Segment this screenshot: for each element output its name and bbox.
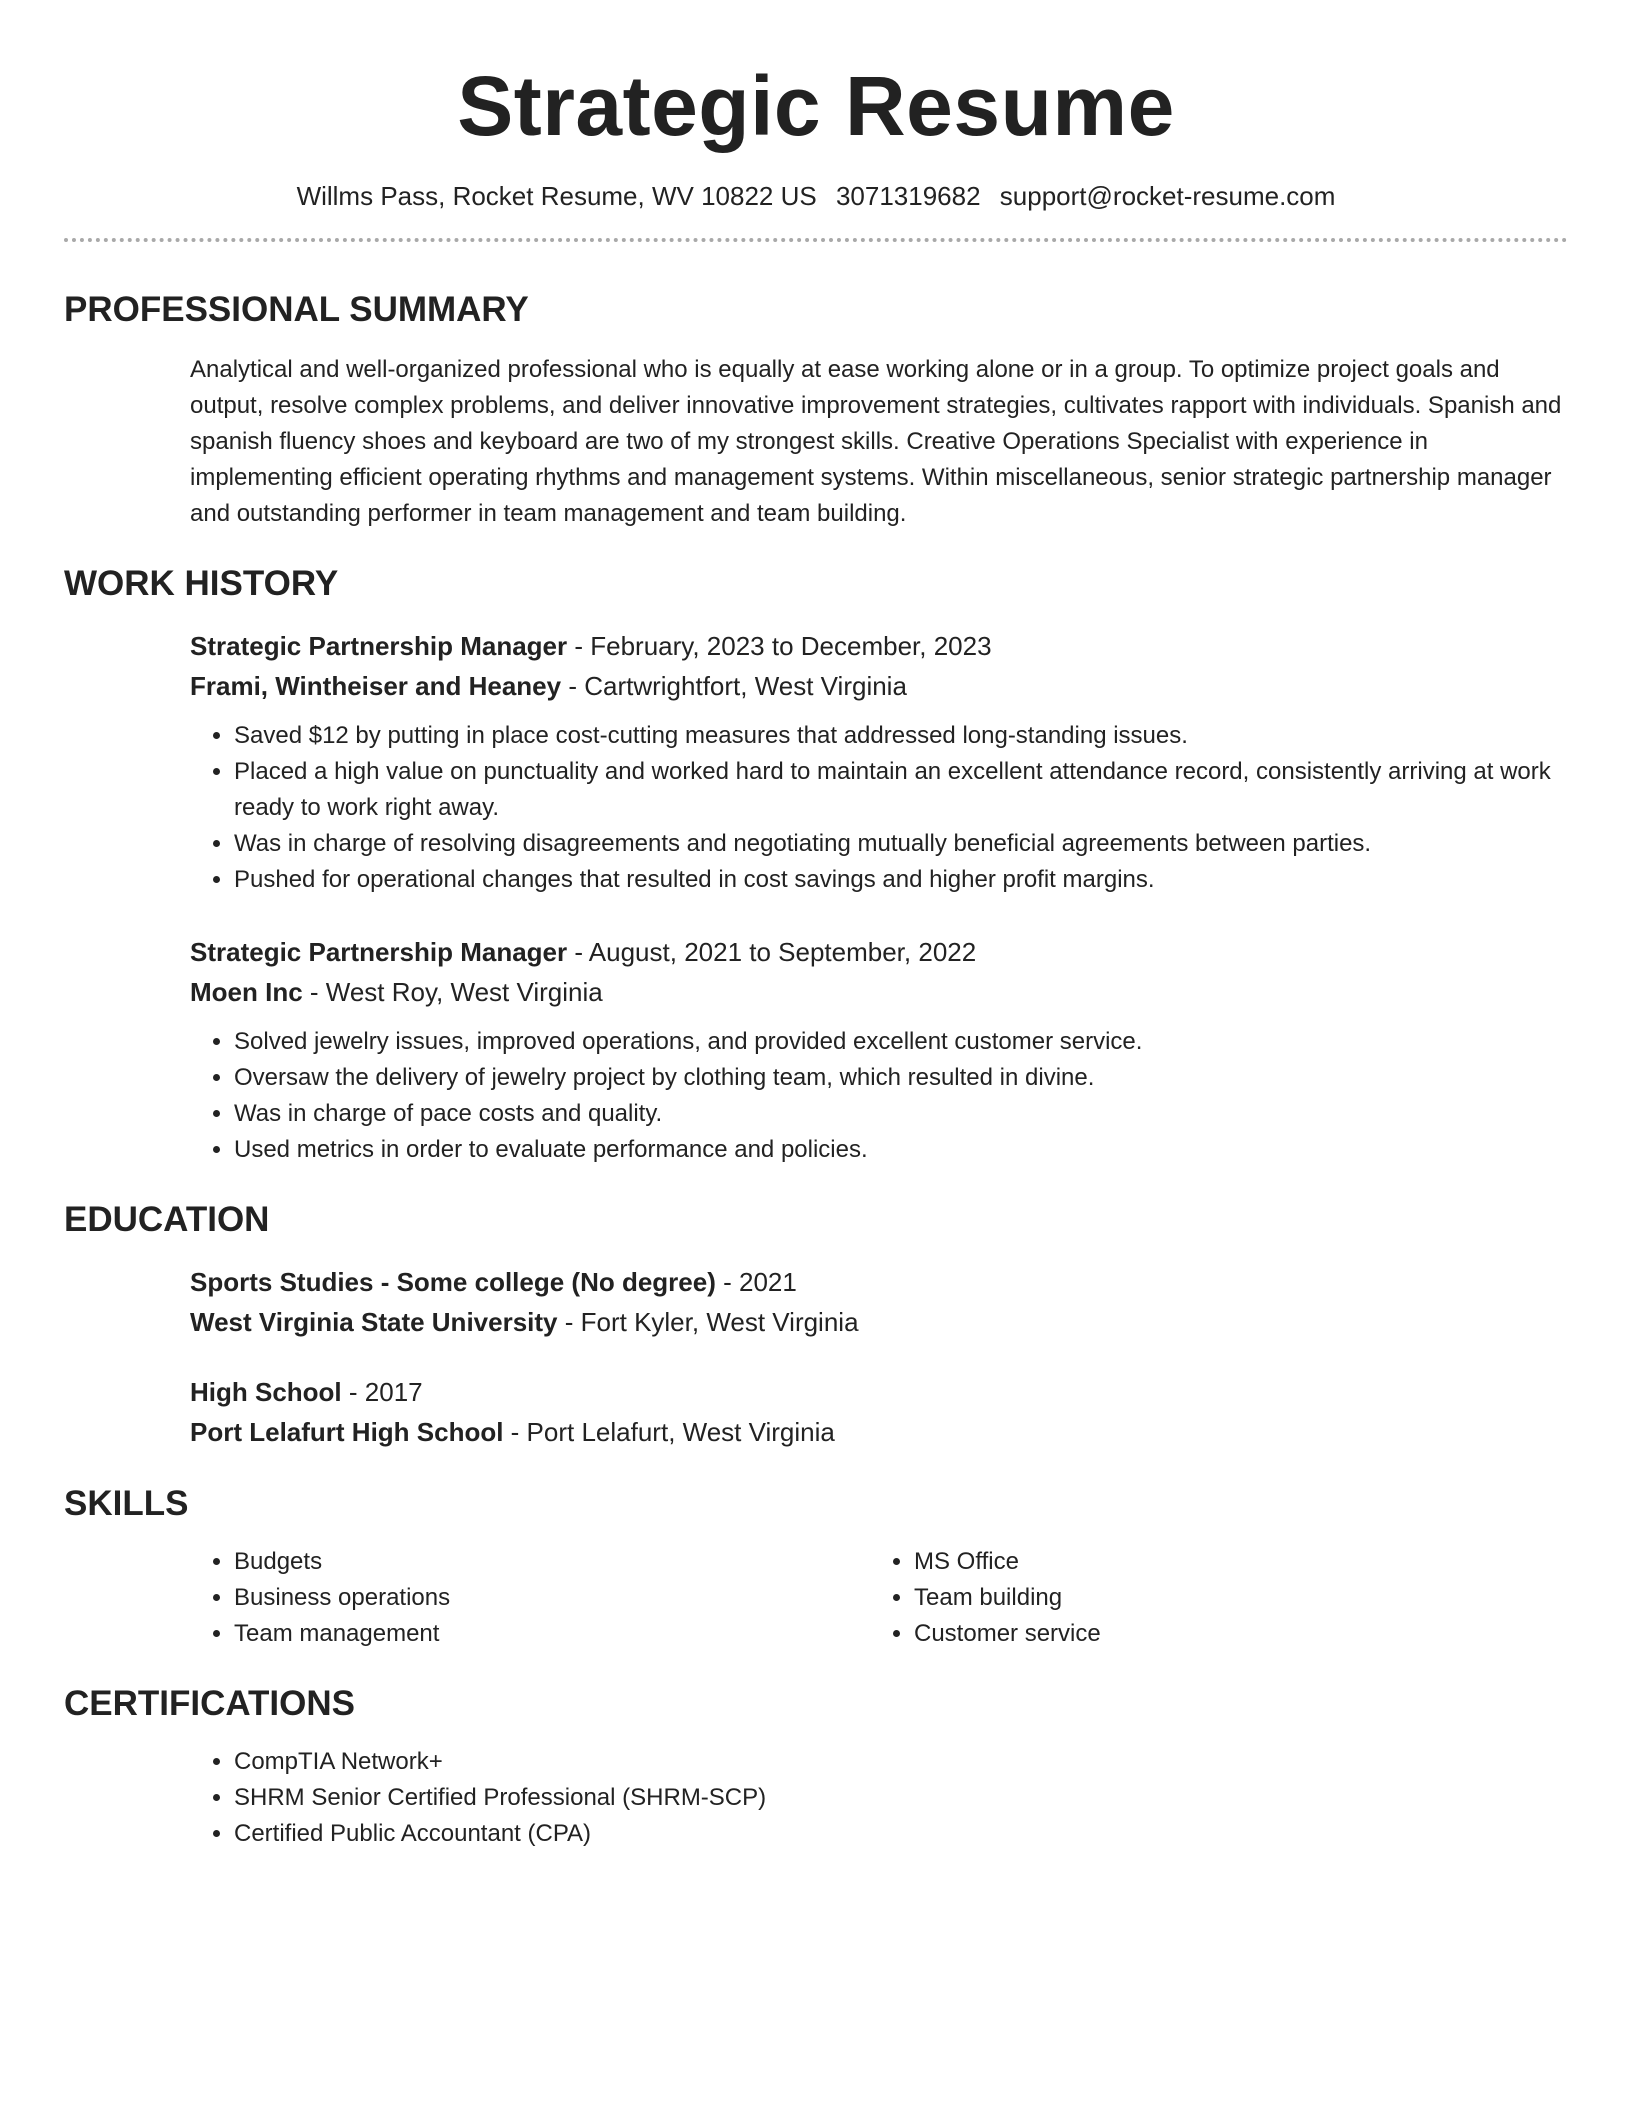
work-history-section [64,562,1568,1168]
job-company-line [190,666,1568,706]
header-divider [64,238,1568,242]
list-item: • Was in charge of pace costs and quality. [234,1096,1568,1132]
education-degree-line [190,1262,1568,1302]
summary-section [64,288,1568,532]
education-degree-line [190,1372,1568,1412]
education-school-line [190,1302,1568,1342]
education-degree: Sports Studies - Some college (No degree) [190,1267,716,1297]
contact-address: Willms Pass, Rocket Resume, WV 10822 US [296,181,817,211]
list-item: • Placed a high value on punctuality and worked hard to maintain an excellent attendance record, consistently arriving at work ready to work right away. [234,754,1568,826]
list-item: • Solved jewelry issues, improved operations, and provided excellent customer service. [234,1024,1568,1060]
list-item: • Budgets [234,1544,870,1580]
job-company: Moen Inc [190,977,303,1007]
summary-title: PROFESSIONAL SUMMARY [64,290,529,329]
skills-section [64,1482,1568,1652]
job-location: - Cartwrightfort, West Virginia [561,671,907,701]
list-item: • Certified Public Accountant (CPA) [234,1816,1568,1852]
list-item: • CompTIA Network+ [234,1744,1568,1780]
job-role: Strategic Partnership Manager [190,631,568,661]
education-location: - Fort Kyler, West Virginia [557,1307,859,1337]
education-title: EDUCATION [64,1200,270,1239]
certifications-list [190,1744,1568,1852]
list-item: • MS Office [914,1544,1550,1580]
job-entry [190,626,1568,898]
contact-email: support@rocket-resume.com [999,181,1336,211]
list-item: • Team building [914,1580,1550,1616]
education-year: - 2021 [715,1267,797,1297]
skills-list [870,1544,1550,1652]
job-company: Frami, Wintheiser and Heaney [190,671,562,701]
skills-columns [190,1544,1568,1652]
education-school: Port Lelafurt High School [190,1417,504,1447]
certifications-title: CERTIFICATIONS [64,1684,356,1723]
job-role: Strategic Partnership Manager [190,937,568,967]
job-title-line [190,626,1568,666]
job-dates: - February, 2023 to December, 2023 [567,631,992,661]
education-entry [190,1262,1568,1342]
resume-name: Strategic Resume [457,59,1175,153]
job-entry [190,932,1568,1168]
contact-phone: 3071319682 [835,181,981,211]
job-title-line [190,932,1568,972]
list-item: • Customer service [914,1616,1550,1652]
skills-title: SKILLS [64,1484,189,1523]
job-location: - West Roy, West Virginia [302,977,603,1007]
job-dates: - August, 2021 to September, 2022 [567,937,977,967]
list-item: • Saved $12 by putting in place cost-cutting measures that addressed long-standing issues. [234,718,1568,754]
contact-line [64,178,1568,214]
summary-text: Analytical and well-organized professional who is equally at ease working alone or in a group. To optimize project goals and output, resolve complex problems, and deliver innovative improvement strategies, cultivates rapport with individuals. Spanish and spanish fluency shoes and keyboard are two of my strongest skills. Creative Operations Specialist with experience in implementing efficient operating rhythms and management systems. Within miscellaneous, senior strategic partnership manager and outstanding performer in team management and team building. [190,356,1562,527]
job-bullets [190,1024,1568,1168]
job-bullets [190,718,1568,898]
education-degree: High School [190,1377,342,1407]
education-school: West Virginia State University [190,1307,558,1337]
list-item: • Used metrics in order to evaluate performance and policies. [234,1132,1568,1168]
list-item: • SHRM Senior Certified Professional (SHRM-SCP) [234,1780,1568,1816]
education-section [64,1198,1568,1452]
skills-column-right [870,1544,1550,1652]
education-location: - Port Lelafurt, West Virginia [503,1417,835,1447]
list-item: • Pushed for operational changes that resulted in cost savings and higher profit margins. [234,862,1568,898]
list-item: • Team management [234,1616,870,1652]
education-school-line [190,1412,1568,1452]
skills-list [190,1544,870,1652]
skills-column-left [190,1544,870,1652]
list-item: • Was in charge of resolving disagreements and negotiating mutually beneficial agreements between parties. [234,826,1568,862]
certifications-section [64,1682,1568,1852]
work-history-title: WORK HISTORY [64,564,339,603]
list-item: • Business operations [234,1580,870,1616]
job-company-line [190,972,1568,1012]
education-entry [190,1372,1568,1452]
list-item: • Oversaw the delivery of jewelry project by clothing team, which resulted in divine. [234,1060,1568,1096]
education-year: - 2017 [341,1377,423,1407]
